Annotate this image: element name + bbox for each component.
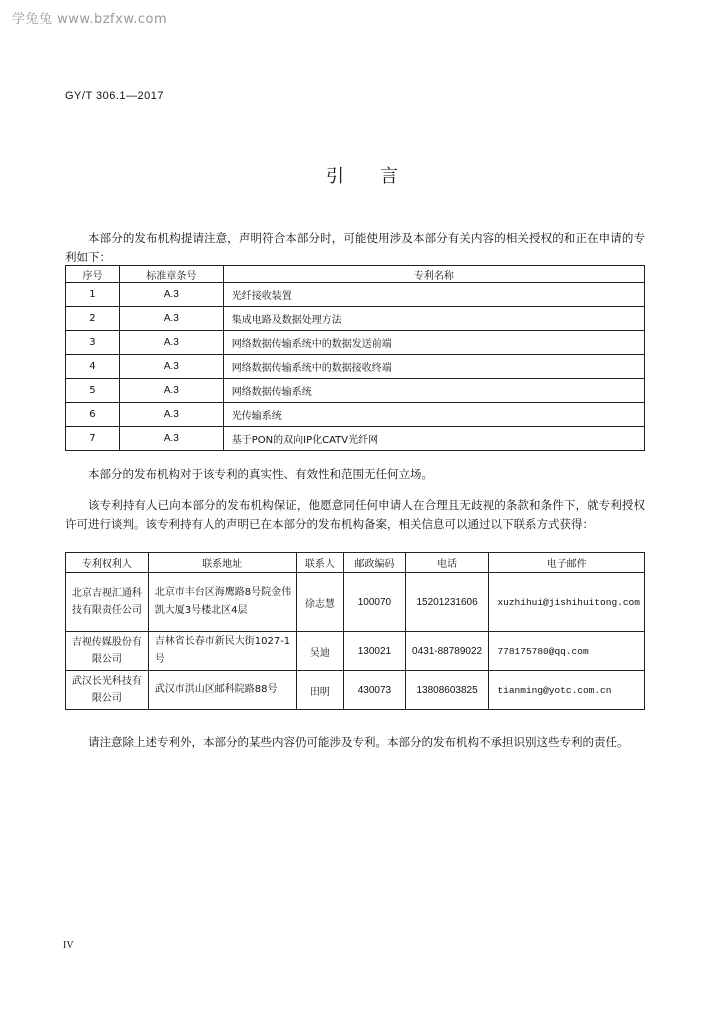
zip-code: 130021	[344, 632, 406, 671]
holder-address: 北京市丰台区海鹰路8号院金伟凯大厦3号楼北区4层	[148, 573, 296, 632]
header-cell: 邮政编码	[344, 553, 406, 573]
header-cell: 序号	[66, 266, 120, 283]
patent-clause: A.3	[119, 403, 223, 427]
patent-name: 网络数据传输系统中的数据发送前端	[223, 331, 644, 355]
email-address: tianming@yotc.com.cn	[489, 671, 645, 710]
holder-name: 武汉长光科技有限公司	[66, 671, 149, 710]
holder-name: 北京吉视汇通科技有限责任公司	[66, 573, 149, 632]
patent-name: 光传输系统	[223, 403, 644, 427]
patent-name: 网络数据传输系统	[223, 379, 644, 403]
table-row	[66, 379, 645, 403]
contact-table	[65, 552, 645, 710]
stance-paragraph: 本部分的发布机构对于该专利的真实性、有效性和范围无任何立场。	[88, 467, 433, 481]
page-number: IV	[63, 940, 74, 951]
phone-number: 15201231606	[405, 573, 489, 632]
holder-name: 吉视传媒股份有限公司	[66, 632, 149, 671]
patent-clause: A.3	[119, 427, 223, 451]
patent-name: 网络数据传输系统中的数据接收终端	[223, 355, 644, 379]
contact-table-header	[66, 553, 645, 573]
header-cell: 电子邮件	[489, 553, 645, 573]
closing-paragraph: 请注意除上述专利外，本部分的某些内容仍可能涉及专利。本部分的发布机构不承担识别这些专利的责任。	[88, 735, 629, 749]
contact-person: 吴迪	[296, 632, 343, 671]
patent-clause: A.3	[119, 379, 223, 403]
page-title: 引言	[326, 166, 434, 187]
header-cell: 电话	[405, 553, 489, 573]
watermark: 学兔兔 www.bzfxw.com	[12, 12, 168, 27]
header-cell: 专利名称	[223, 266, 644, 283]
patent-no: 1	[66, 283, 120, 307]
table-row	[66, 632, 645, 671]
patent-table-header	[66, 266, 645, 283]
email-address: 778175780@qq.com	[489, 632, 645, 671]
patent-no: 5	[66, 379, 120, 403]
table-row	[66, 307, 645, 331]
zip-code: 100070	[344, 573, 406, 632]
header-cell: 专利权利人	[66, 553, 149, 573]
phone-number: 13808603825	[405, 671, 489, 710]
header-cell: 联系人	[296, 553, 343, 573]
phone-number: 0431-88789022	[405, 632, 489, 671]
patent-name: 光纤接收装置	[223, 283, 644, 307]
patent-clause: A.3	[119, 283, 223, 307]
patent-clause: A.3	[119, 355, 223, 379]
table-row	[66, 403, 645, 427]
header-cell: 标准章条号	[119, 266, 223, 283]
patent-no: 4	[66, 355, 120, 379]
email-address: xuzhihui@jishihuitong.com	[489, 573, 645, 632]
table-row	[66, 331, 645, 355]
table-row	[66, 283, 645, 307]
patent-name: 集成电路及数据处理方法	[223, 307, 644, 331]
patent-name: 基于PON的双向IP化CATV光纤网	[223, 427, 644, 451]
patent-clause: A.3	[119, 307, 223, 331]
table-row	[66, 427, 645, 451]
holder-address: 武汉市洪山区邮科院路88号	[148, 671, 296, 710]
standard-code: GY/T 306.1—2017	[65, 90, 165, 102]
patent-table	[65, 265, 645, 451]
table-row	[66, 671, 645, 710]
patent-no: 2	[66, 307, 120, 331]
contact-person: 田明	[296, 671, 343, 710]
holder-paragraph: 该专利持有人已向本部分的发布机构保证，他愿意同任何申请人在合理且无歧视的条款和条件下，就专利授权许可进行谈判。该专利持有人的声明已在本部分的发布机构备案，相关信息可以通过以下联系方式获得：	[65, 498, 645, 531]
contact-person: 徐志慧	[296, 573, 343, 632]
header-cell: 联系地址	[148, 553, 296, 573]
table-row	[66, 573, 645, 632]
intro-paragraph: 本部分的发布机构提请注意，声明符合本部分时，可能使用涉及本部分有关内容的相关授权的和正在申请的专利如下：	[65, 231, 645, 264]
patent-no: 7	[66, 427, 120, 451]
zip-code: 430073	[344, 671, 406, 710]
holder-address: 吉林省长春市新民大街1027-1号	[148, 632, 296, 671]
patent-no: 6	[66, 403, 120, 427]
table-row	[66, 355, 645, 379]
patent-no: 3	[66, 331, 120, 355]
patent-clause: A.3	[119, 331, 223, 355]
